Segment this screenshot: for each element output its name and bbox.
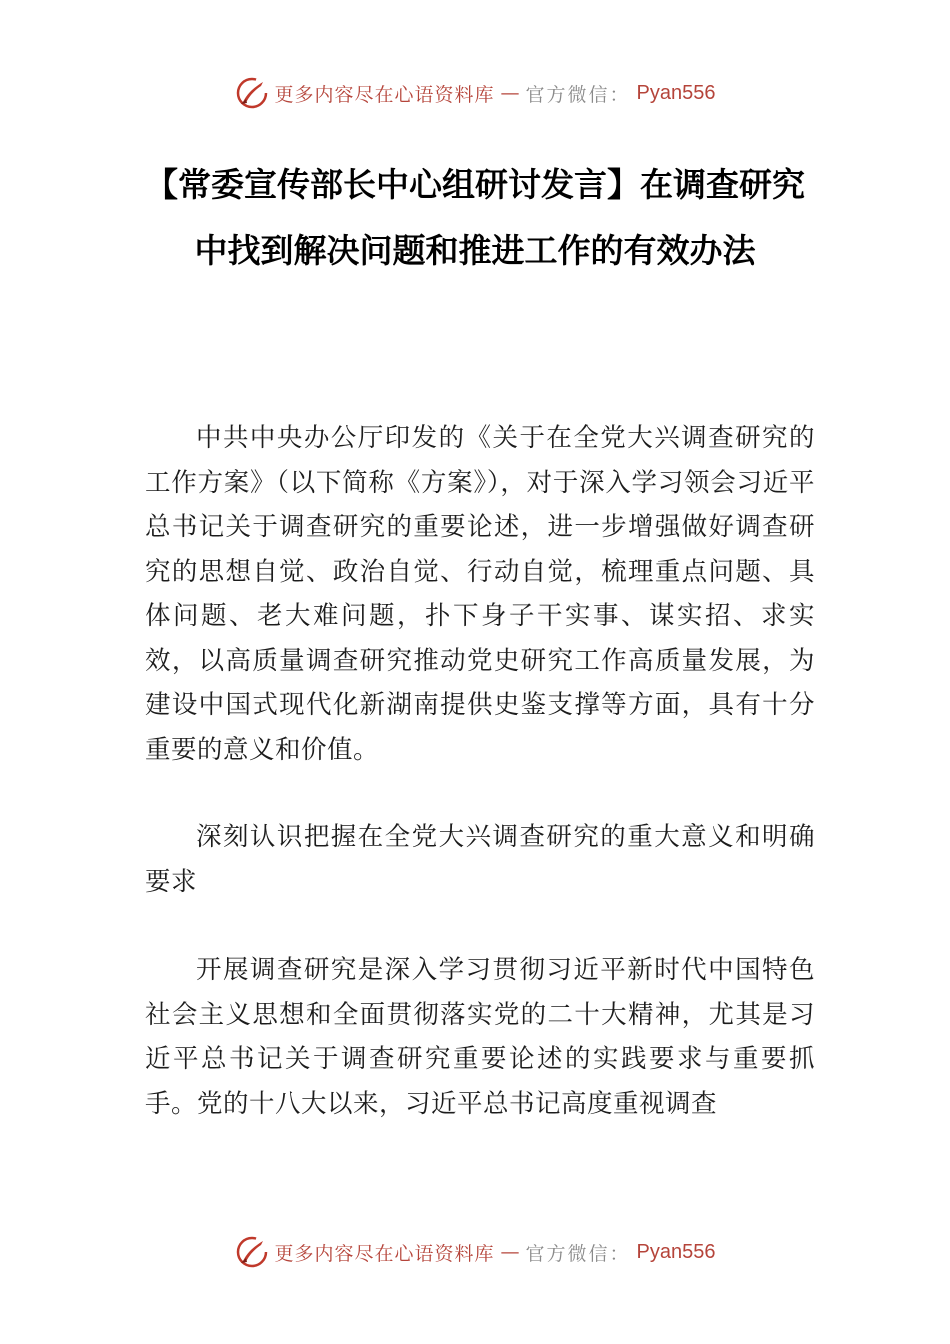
watermark-account: Pyan556 — [636, 81, 716, 104]
header-watermark — [0, 73, 950, 113]
section-heading: 深刻认识把握在全党大兴调查研究的重大意义和明确要求 — [145, 822, 815, 897]
watermark-dash: — — [500, 82, 520, 104]
watermark-label: 官方微信： — [525, 1242, 631, 1265]
paragraph-body: 开展调查研究是深入学习贯彻习近平新时代中国特色社会主义思想和全面贯彻落实党的二十大精神，尤其是习近平总书记关于调查研究重要论述的实践要求与重要抓手。党的十八大以来，习近平总书记高度重视调查 — [145, 955, 815, 1119]
paragraph-intro: 中共中央办公厅印发的《关于在全党大兴调查研究的工作方案》（以下简称《方案》），对于深入学习领会习近平总书记关于调查研究的重要论述，进一步增强做好调查研究的思想自觉、政治自觉、行动自觉，梳理重点问题、具体问题、老大难问题，扑下身子干实事、谋实招、求实效，以高质量调查研究推动党史研究工作高质量发展，为建设中国式现代化新湖南提供史鉴支撑等方面，具有十分重要的意义和价值。 — [145, 423, 815, 765]
brush-logo-icon — [235, 1235, 269, 1269]
brush-logo-icon — [235, 76, 269, 110]
watermark-label: 官方微信： — [525, 83, 631, 106]
watermark-dash: — — [500, 1241, 520, 1263]
watermark-site-text: 更多内容尽在心语资料库 — [274, 1242, 495, 1265]
document-title: 【常委宣传部长中心组研讨发言】在调查研究中找到解决问题和推进工作的有效办法 — [145, 165, 805, 270]
watermark-site-text: 更多内容尽在心语资料库 — [274, 83, 495, 106]
watermark-account: Pyan556 — [636, 1240, 716, 1263]
footer-watermark — [0, 1232, 950, 1272]
